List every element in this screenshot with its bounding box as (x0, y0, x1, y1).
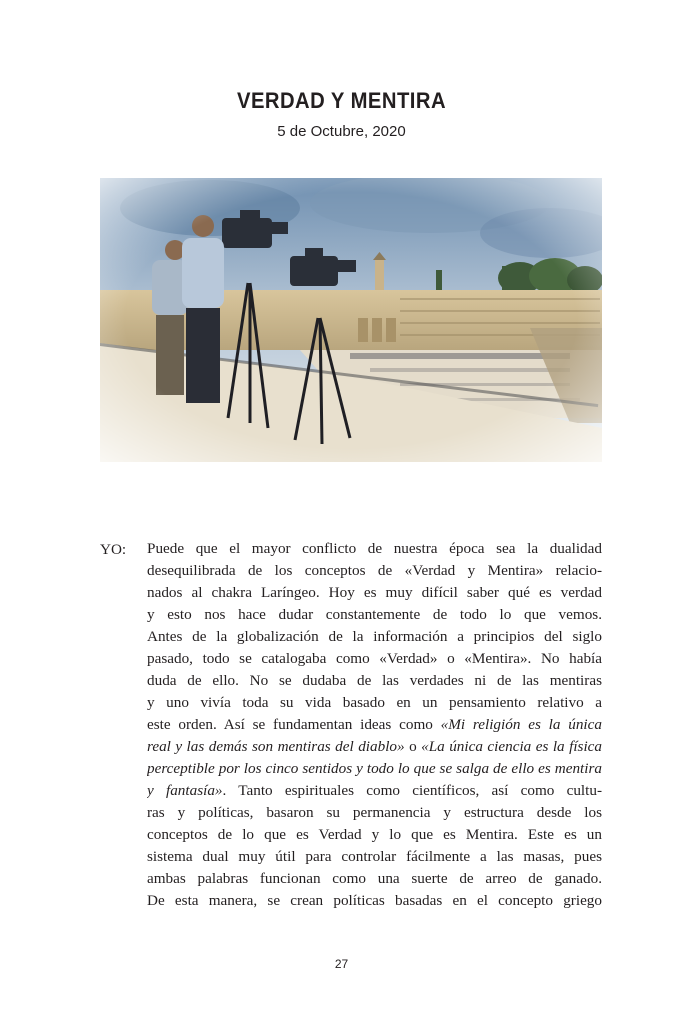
text-line (147, 758, 602, 780)
chapter-date: 5 de Octubre, 2020 (277, 123, 406, 140)
text-line: desequilibrada de los conceptos de «Verdad y Mentira» relacio- (147, 562, 602, 579)
italic-quote: perceptible por los cinco sentidos y todo lo que se salga de ello es mentira (147, 760, 602, 777)
text-line: ras y políticas, basaron su permanencia y estructura desde los (147, 804, 602, 821)
speaker-label: YO: (100, 541, 127, 558)
chapter-illustration (100, 178, 602, 462)
text-line: Puede que el mayor conflicto de nuestra época sea la dualidad (147, 540, 602, 557)
dialogue-paragraph (147, 538, 602, 912)
italic-quote: real y las demás son mentiras del diablo» (147, 738, 405, 755)
page-number: 27 (334, 957, 349, 971)
text-line: duda de ello. No se dudaba de las verdades ni de las mentiras (147, 672, 602, 689)
text-line: y esto nos hace dudar constantemente de todo lo que vemos. (147, 606, 602, 623)
italic-quote: «La única ciencia es la física (421, 738, 602, 755)
text-line: y fantasía». Tanto espirituales como científicos, así como cultu- (147, 782, 602, 799)
text-line: nados al chakra Laríngeo. Hoy es muy difícil saber qué es verdad (147, 584, 602, 601)
text-line: De esta manera, se crean políticas basadas en el concepto griego (147, 892, 602, 909)
italic-quote: «Mi religión es la única (440, 716, 602, 733)
text-line: real y las demás son mentiras del diablo» o «La única ciencia es la física (147, 738, 602, 755)
text-line: sistema dual muy útil para controlar fácilmente a las masas, pues (147, 848, 602, 865)
text-line: este orden. Así se fundamentan ideas como «Mi religión es la única (147, 716, 602, 733)
text-line: pasado, todo se catalogaba como «Verdad» o «Mentira». No había (147, 650, 602, 667)
chapter-title: VERDAD Y MENTIRA (236, 88, 447, 113)
text-line: conceptos de lo que es Verdad y lo que es Mentira. Este es un (147, 826, 602, 843)
text-line: Antes de la globalización de la información a principios del siglo (147, 628, 602, 645)
text-line: y uno vivía toda su vida basado en un pensamiento relativo a (147, 694, 602, 711)
text-line: ambas palabras funcionan como una suerte de arreo de ganado. (147, 870, 602, 887)
italic-quote: y fantasía» (147, 782, 223, 799)
